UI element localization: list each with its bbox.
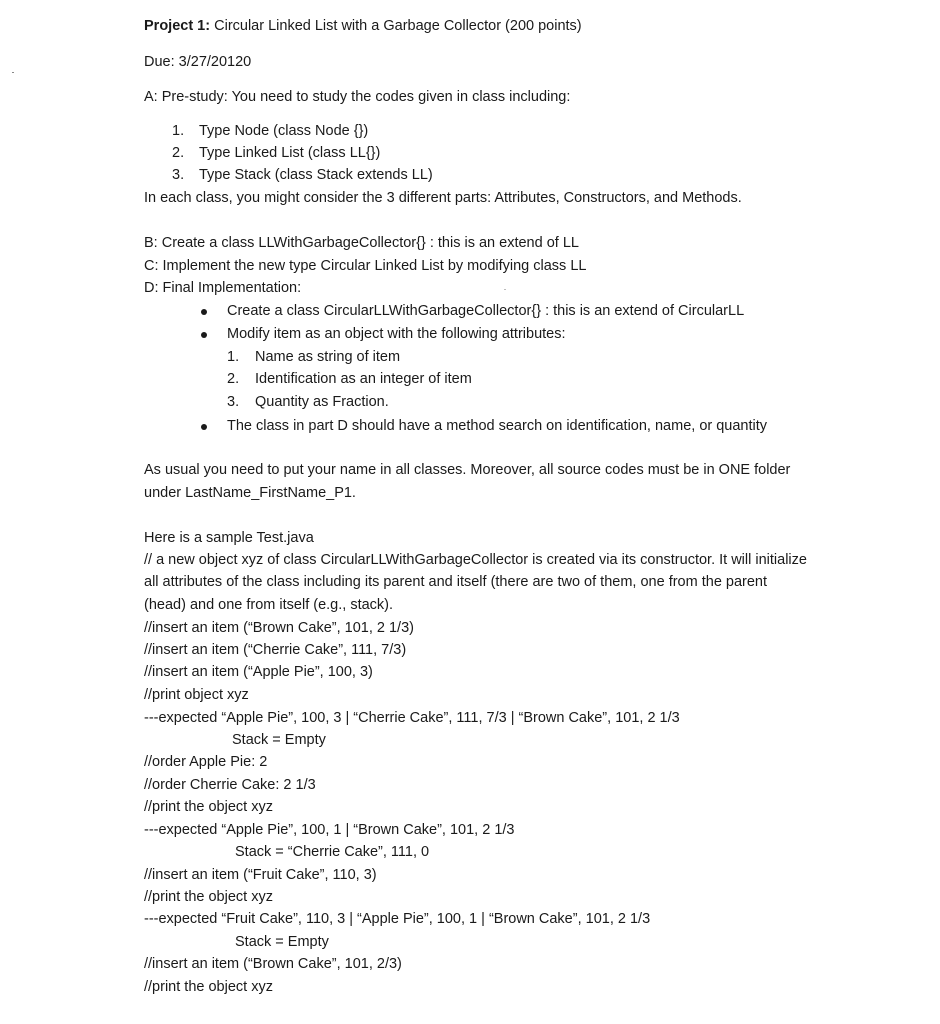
sample-stack: Stack = Empty [232, 732, 326, 748]
list-item: Name as string of item [255, 349, 401, 365]
sample-line: //print the object xyz [144, 979, 273, 995]
bullet-icon [201, 309, 207, 315]
sample-line: //print object xyz [144, 687, 249, 703]
list-item-number: 1. [227, 349, 240, 365]
due-date: Due: 3/27/20120 [144, 54, 252, 70]
instructions-line: under LastName_FirstName_P1. [144, 485, 356, 501]
sample-expected: ---expected “Fruit Cake”, 110, 3 | “Apple Pie”, 100, 1 | “Brown Cake”, 101, 2 1/3 [144, 911, 651, 927]
instructions-line: As usual you need to put your name in all classes. Moreover, all source codes must be in ONE folder [144, 462, 791, 478]
list-item-number: 2. [172, 145, 185, 161]
sample-expected: ---expected “Apple Pie”, 100, 1 | “Brown Cake”, 101, 2 1/3 [144, 822, 515, 838]
section-c-heading: C: Implement the new type Circular Linked List by modifying class LL [144, 258, 587, 274]
list-item: Type Node (class Node {}) [199, 123, 369, 139]
sample-comment: (head) and one from itself (e.g., stack). [144, 597, 394, 613]
bullet-item: Create a class CircularLLWithGarbageCollector{} : this is an extend of CircularLL [227, 303, 745, 319]
bullet-item: Modify item as an object with the following attributes: [227, 326, 566, 342]
section-b-heading: B: Create a class LLWithGarbageCollector{} : this is an extend of LL [144, 235, 579, 251]
sample-line: //insert an item (“Fruit Cake”, 110, 3) [144, 867, 377, 883]
sample-expected: ---expected “Apple Pie”, 100, 3 | “Cherrie Cake”, 111, 7/3 | “Brown Cake”, 101, 2 1/3 [144, 710, 680, 726]
section-d-heading: D: Final Implementation: [144, 280, 302, 296]
sample-line: //insert an item (“Brown Cake”, 101, 2 1/3) [144, 620, 414, 636]
bullet-icon [201, 332, 207, 338]
scan-speck [12, 72, 14, 73]
sample-stack: Stack = Empty [235, 934, 329, 950]
list-item: Type Linked List (class LL{}) [199, 145, 381, 161]
title-label: Project 1: [144, 18, 211, 34]
list-item-number: 2. [227, 371, 240, 387]
sample-comment: all attributes of the class including its parent and itself (there are two of them, one from the parent [144, 574, 768, 590]
sample-line: //order Apple Pie: 2 [144, 754, 268, 770]
bullet-icon [201, 424, 207, 430]
list-item: Identification as an integer of item [255, 371, 472, 387]
title-text: Circular Linked List with a Garbage Collector (200 points) [210, 18, 582, 34]
section-a-note: In each class, you might consider the 3 different parts: Attributes, Constructors, and Methods. [144, 190, 742, 206]
list-item: Type Stack (class Stack extends LL) [199, 167, 433, 183]
sample-intro: Here is a sample Test.java [144, 530, 314, 546]
section-a-heading: A: Pre-study: You need to study the codes given in class including: [144, 89, 571, 105]
list-item: Quantity as Fraction. [255, 394, 389, 410]
sample-line: //order Cherrie Cake: 2 1/3 [144, 777, 316, 793]
sample-line: //insert an item (“Brown Cake”, 101, 2/3) [144, 956, 402, 972]
sample-stack: Stack = “Cherrie Cake”, 111, 0 [235, 844, 430, 860]
sample-comment: // a new object xyz of class CircularLLWithGarbageCollector is created via its constructor. It will initialize [144, 552, 807, 568]
sample-line: //print the object xyz [144, 889, 273, 905]
sample-line: //print the object xyz [144, 799, 273, 815]
sample-line: //insert an item (“Apple Pie”, 100, 3) [144, 664, 373, 680]
list-item-number: 3. [172, 167, 185, 183]
bullet-item: The class in part D should have a method search on identification, name, or quantity [227, 418, 768, 434]
list-item-number: 3. [227, 394, 240, 410]
scan-speck [504, 289, 506, 290]
sample-line: //insert an item (“Cherrie Cake”, 111, 7/3) [144, 642, 407, 658]
document-title [144, 15, 582, 38]
list-item-number: 1. [172, 123, 185, 139]
